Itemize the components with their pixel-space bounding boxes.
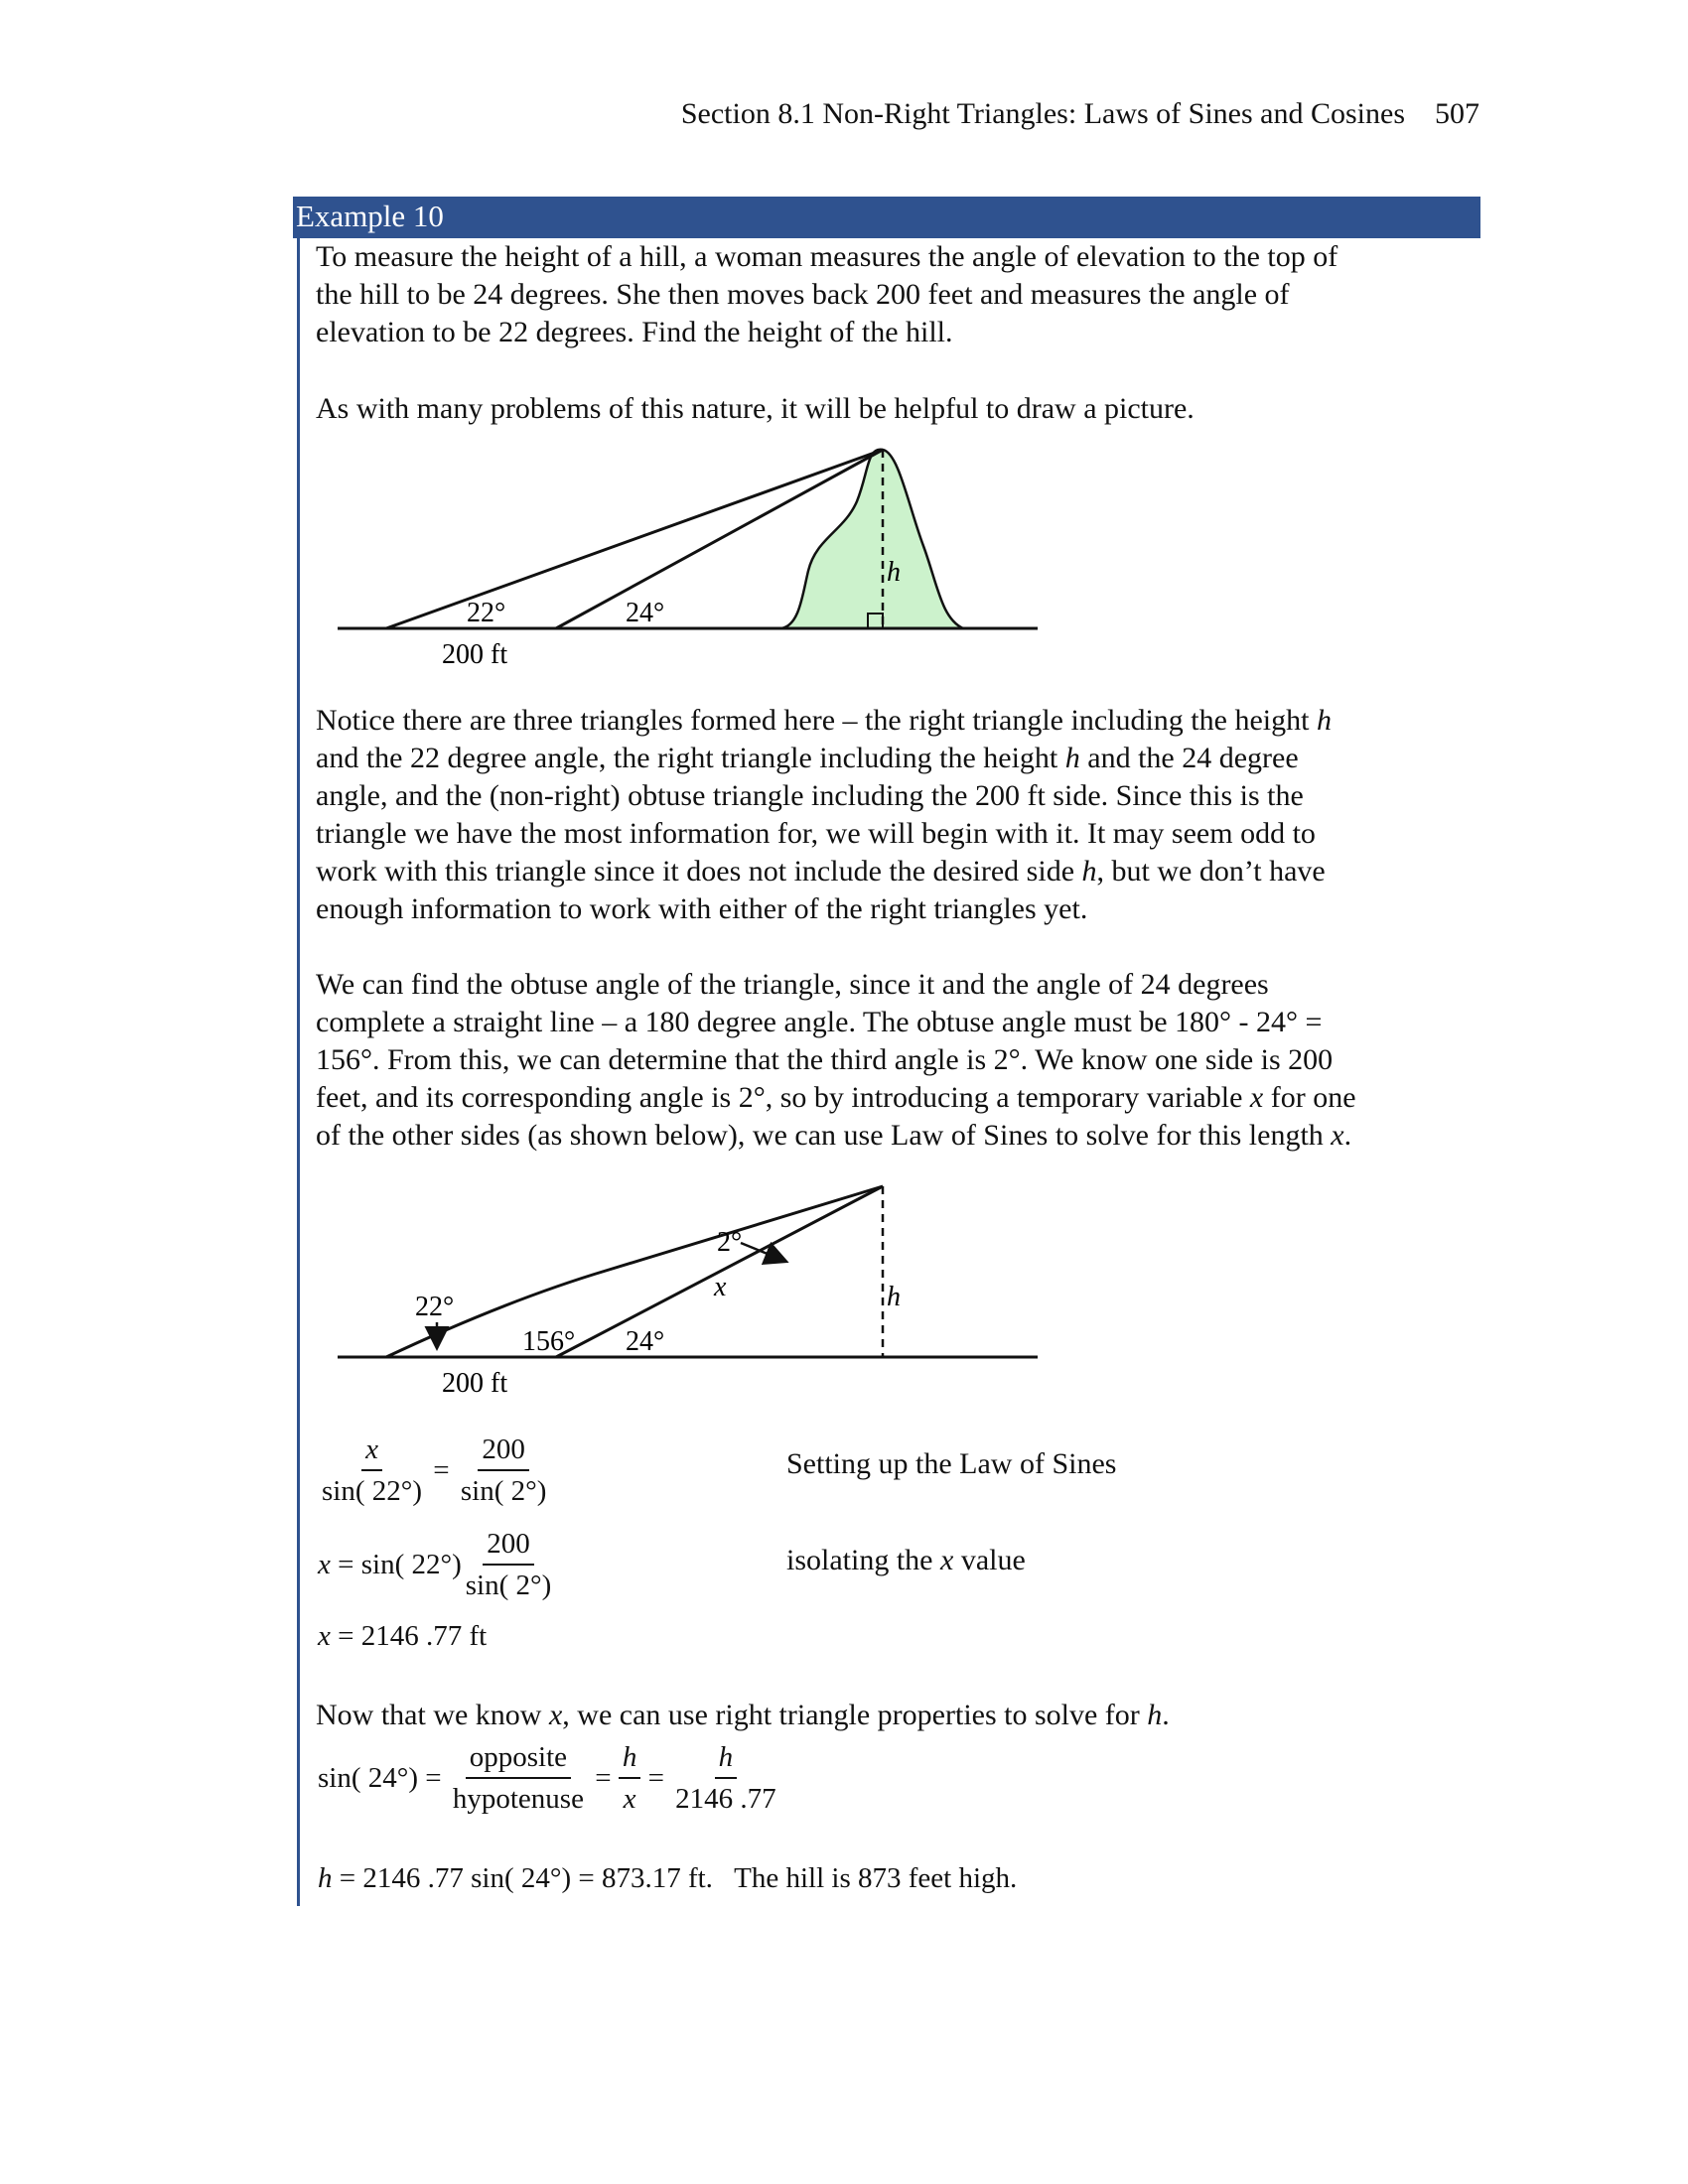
equation-law-of-sines: $\frac{x}{\sin( 22^\circ)}$ = $\frac{200}{\sin( 2^\circ)}$: [318, 1430, 550, 1511]
equation-x-result: x = 2146 .77 ft: [318, 1620, 488, 1652]
triangle-diagram: [328, 1161, 1053, 1400]
page-number: 507: [1435, 97, 1479, 130]
equation-isolate-x: x = sin( 22°) $\frac{200}{\sin( 2^\circ)}$: [318, 1524, 555, 1605]
hill-diagram: [328, 437, 1053, 675]
label-x: x: [714, 1272, 727, 1302]
text-line: enough information to work with either of the right triangles yet.: [316, 892, 1088, 925]
label-h: h: [887, 1282, 901, 1312]
text-line: work with this triangle since it does not include the desired side h, but we don’t have: [316, 855, 1326, 887]
problem-line: To measure the height of a hill, a woman measures the angle of elevation to the top of: [316, 240, 1338, 273]
text-line: angle, and the (non-right) obtuse triangle including the 200 ft side. Since this is the: [316, 779, 1304, 812]
paragraph-obtuse-angle: [316, 966, 1487, 1155]
label-24: 24°: [626, 1326, 665, 1357]
problem-line: elevation to be 22 degrees. Find the height of the hill.: [316, 316, 953, 348]
final-answer: h = 2146 .77 sin( 24°) = 873.17 ft. The hill is 873 feet high.: [318, 1862, 1018, 1894]
note-law-of-sines: Setting up the Law of Sines: [786, 1447, 1117, 1480]
note-isolate-x: isolating the x value: [786, 1544, 1026, 1576]
label-2: 2°: [717, 1227, 743, 1258]
text-line: feet, and its corresponding angle is 2°, so by introducing a temporary variable x for one: [316, 1081, 1356, 1114]
problem-line: the hill to be 24 degrees. She then moves back 200 feet and measures the angle of: [316, 278, 1290, 311]
text-line: complete a straight line – a 180 degree angle. The obtuse angle must be 180° - 24° =: [316, 1006, 1323, 1038]
text-line: and the 22 degree angle, the right triangle including the height h and the 24 degree: [316, 742, 1299, 774]
label-200ft: 200 ft: [442, 1368, 508, 1399]
example-title-bar: [293, 197, 1480, 238]
text-line: 156°. From this, we can determine that the third angle is 2°. We know one side is 200: [316, 1043, 1334, 1076]
section-title: Section 8.1 Non-Right Triangles: Laws of Sines and Cosines: [680, 97, 1405, 130]
label-24: 24°: [626, 598, 665, 628]
label-200ft: 200 ft: [442, 639, 508, 670]
label-156: 156°: [522, 1326, 576, 1357]
example-title: Example 10: [296, 199, 444, 233]
equation-sin-24: sin( 24°) = $\frac{\text{opposite}}{\text{hypotenuse}}$ = $\frac{h}{x}$ = $\frac{h}{2146 .77}$: [318, 1737, 780, 1819]
example-left-rule: [297, 238, 300, 1906]
paragraph-solve-h: Now that we know x, we can use right triangle properties to solve for h.: [316, 1699, 1170, 1731]
label-22: 22°: [467, 598, 506, 628]
running-header: [556, 97, 1479, 131]
problem-statement: [316, 238, 1487, 351]
paragraph-triangles: [316, 702, 1487, 928]
text-line: of the other sides (as shown below), we can use Law of Sines to solve for this length x.: [316, 1119, 1352, 1152]
text-line: We can find the obtuse angle of the triangle, since it and the angle of 24 degrees: [316, 968, 1269, 1001]
text-line: triangle we have the most information for, we will begin with it. It may seem odd to: [316, 817, 1316, 850]
text-line: Notice there are three triangles formed here – the right triangle including the height h: [316, 704, 1332, 737]
label-22: 22°: [415, 1292, 455, 1322]
label-h: h: [887, 557, 901, 588]
intro-text: As with many problems of this nature, it will be helpful to draw a picture.: [316, 392, 1195, 425]
